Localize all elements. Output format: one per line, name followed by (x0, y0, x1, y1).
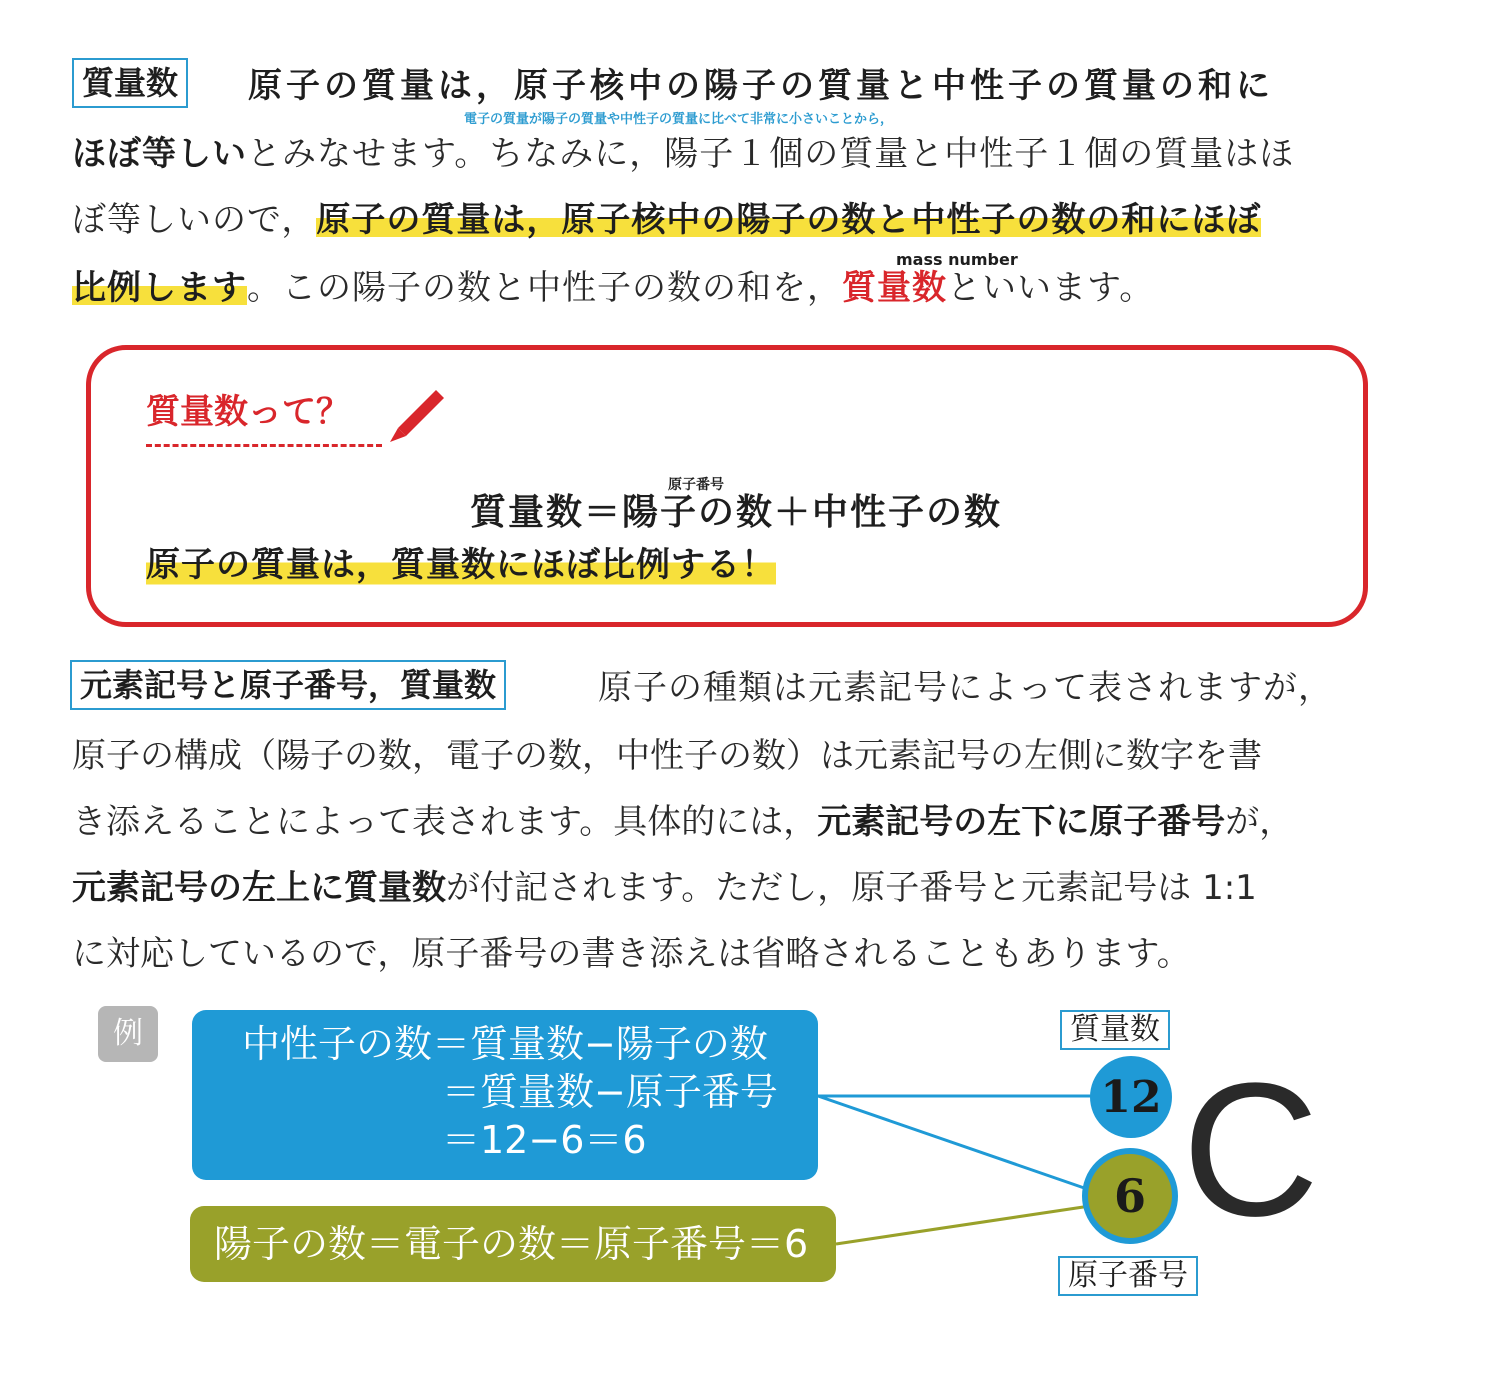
formula-ruby: 原子番号 (668, 477, 724, 493)
bold-phrase: 元素記号の左下に原子番号 (817, 802, 1226, 842)
text-span: が付記されます。ただし，原子番号と元素記号は 1:1 (446, 868, 1257, 908)
highlight-phrase: 比例します (72, 268, 247, 308)
label-box: 元素記号と原子番号，質量数 (70, 660, 506, 710)
text-span: 。この陽子の数と中性子の数の和を， (247, 268, 842, 308)
formula-line: ＝12−6＝6 (442, 1118, 647, 1162)
section2-line1: 原子の種類は元素記号によって表されますが， (598, 668, 1333, 708)
ruby-note: 電子の質量が陽子の質量や中性子の質量に比べて非常に小さいことから， (464, 112, 894, 127)
element-symbol: C (1182, 1044, 1320, 1256)
section2-line5: に対応しているので，原子番号の書き添えは省略されることもあります。 (72, 934, 1191, 974)
mass-number-circle: 12 (1090, 1056, 1172, 1138)
term-ruby: mass number (896, 250, 1018, 269)
proton-formula-box: 陽子の数＝電子の数＝原子番号＝6 (190, 1206, 836, 1282)
callout-formula: 質量数＝陽子の数＋中性子の数 (470, 492, 1003, 533)
formula-line: ＝質量数−原子番号 (442, 1070, 778, 1114)
atomic-number-tag: 原子番号 (1058, 1256, 1198, 1296)
connector-green-atomic (836, 1206, 1090, 1244)
bold-phrase: ほぼ等しい (72, 134, 247, 174)
mass-number-tag: 質量数 (1060, 1010, 1170, 1050)
formula-line: 中性子の数＝質量数−陽子の数 (242, 1022, 768, 1066)
label-box: 質量数 (72, 58, 188, 108)
text-span: とみなせます。ちなみに，陽子１個の質量と中性子１個の質量はほ (247, 134, 1295, 174)
neutron-formula-box (192, 1010, 818, 1180)
section2-line2: 原子の構成（陽子の数，電子の数，中性子の数）は元素記号の左側に数字を書 (72, 736, 1262, 776)
bold-phrase: 元素記号の左上に質量数 (72, 868, 446, 908)
highlight-phrase: 原子の質量は，原子核中の陽子の数と中性子の数の和にほぼ (316, 200, 1262, 240)
connector-blue-atomic (818, 1096, 1090, 1190)
example-badge: 例 (98, 1006, 158, 1062)
text-span: といいます。 (947, 268, 1155, 308)
callout-conclusion: 原子の質量は，質量数にほぼ比例する！ (146, 542, 776, 588)
term-mass-number: 質量数 (842, 268, 947, 308)
callout-title: 質量数って？ (146, 390, 382, 447)
text-span: ぼ等しいので， (72, 200, 317, 240)
text-span: が， (1225, 802, 1294, 842)
atomic-number-circle: 6 (1082, 1148, 1178, 1244)
text-span: き添えることによって表されます。具体的には， (72, 802, 818, 842)
section1-line1: 原子の質量は，原子核中の陽子の質量と中性子の質量の和に (248, 66, 1274, 106)
